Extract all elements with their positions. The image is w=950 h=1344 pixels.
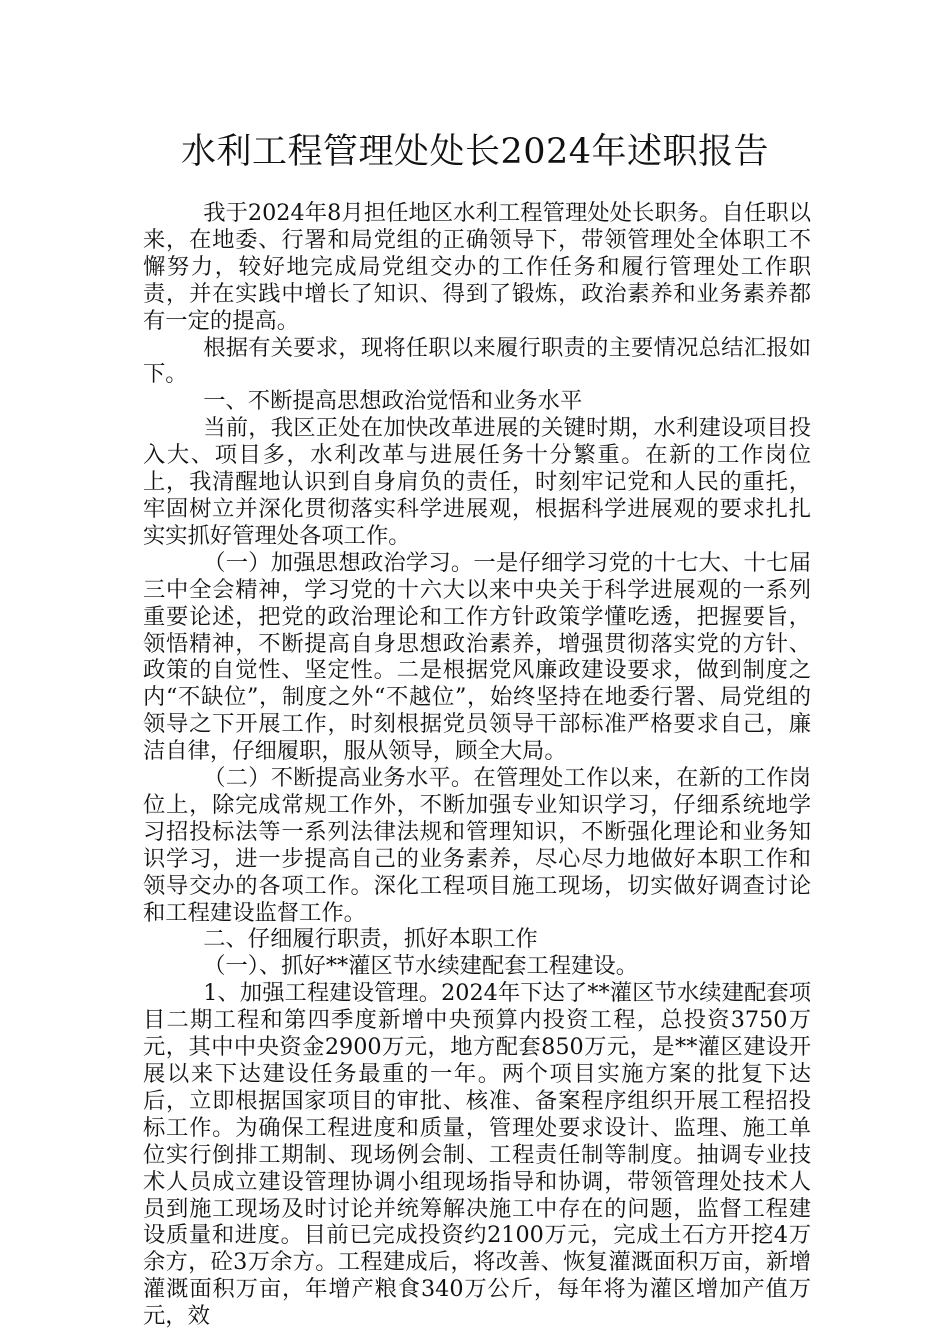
paragraph-section-1-intro: 当前，我区正处在加快改革进展的关键时期，水利建设项目投入大、项目多，水利改革与进展任务十分繁重。在新的工作岗位上，我清醒地认识到自身肩负的责任，时刻牢记党和人民的重托，牢固树立并深化贯彻落实科学进展观，根据科学进展观的要求扎扎实实抓好管理处各项工作。 <box>143 415 811 549</box>
paragraph-intro: 我于2024年8月担任地区水利工程管理处处长职务。自任职以来，在地委、行署和局党组的正确领导下，带领管理处全体职工不懈努力，较好地完成局党组交办的工作任务和履行管理处工作职责，并在实践中增长了知识、得到了锻炼，政治素养和业务素养都有一定的提高。 <box>143 200 811 334</box>
paragraph-construction-management: 1、加强工程建设管理。2024年下达了**灌区节水续建配套项目二期工程和第四季度新增中央预算内投资工程，总投资3750万元，其中中央资金2900万元，地方配套850万元，是**灌区建设开展以来下达建设任务最重的一年。两个项目实施方案的批复下达后，立即根据国家项目的审批、核准、备案程序组织开展工程招投标工作。为确保工程进度和质量，管理处要求设计、监理、施工单位实行倒排工期制、现场例会制、工程责任制等制度。抽调专业技术人员成立建设管理协调小组现场指导和协调，带领管理处技术人员到施工现场及时讨论并统筹解决施工中存在的问题，监督工程建设质量和进度。目前已完成投资约2100万元，完成土石方开挖4万余方，砼3万余方。工程建成后，将改善、恢复灌溉面积万亩，新增灌溉面积万亩，年增产粮食340万公斤，每年将为灌区增加产值万元，效 <box>143 980 811 1330</box>
paragraph-summary-lead: 根据有关要求，现将任职以来履行职责的主要情况总结汇报如下。 <box>143 334 811 388</box>
section-heading-2: 二、仔细履行职责，抓好本职工作 <box>203 926 538 953</box>
section-heading-1: 一、不断提高思想政治觉悟和业务水平 <box>203 388 583 415</box>
paragraph-business-level: （二）不断提高业务水平。在管理处工作以来，在新的工作岗位上，除完成常规工作外，不断加强专业知识学习，仔细系统地学习招投标法等一系列法律法规和管理知识，不断强化理论和业务知识学习，进一步提高自己的业务素养，尽心尽力地做好本职工作和领导交办的各项工作。深化工程项目施工现场，切实做好调查讨论和工程建设监督工作。 <box>143 765 811 926</box>
document-body <box>143 200 811 1330</box>
paragraph-political-study: （一）加强思想政治学习。一是仔细学习党的十七大、十七届三中全会精神，学习党的十六大以来中央关于科学进展观的一系列重要论述，把党的政治理论和工作方针政策学懂吃透，把握要旨，领悟精神，不断提高自身思想政治素养，增强贯彻落实党的方针、政策的自觉性、坚定性。二是根据党风廉政建设要求，做到制度之内“不缺位”，制度之外“不越位”，始终坚持在地委行署、局党组的领导之下开展工作，时刻根据党员领导干部标准严格要求自己，廉洁自律，仔细履职，服从领导，顾全大局。 <box>143 549 811 765</box>
document-title: 水利工程管理处处长2024年述职报告 <box>180 132 770 172</box>
subsection-heading-2-1: （一）、抓好**灌区节水续建配套工程建设。 <box>203 953 638 980</box>
